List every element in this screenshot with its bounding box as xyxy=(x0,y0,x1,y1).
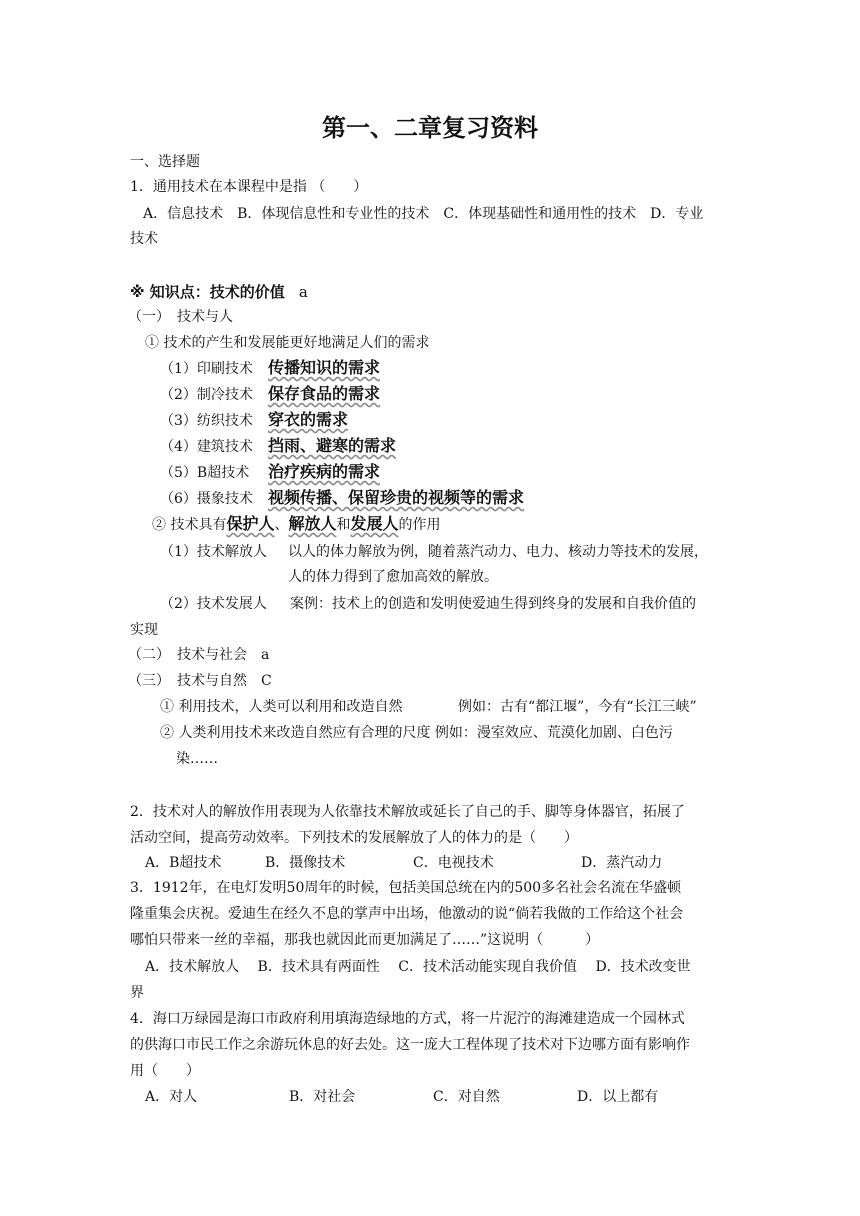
part-1-heading: （一） 技术与人 xyxy=(128,309,233,325)
need-item-label: （6）摄象技术 xyxy=(160,491,253,507)
question-4-stem-wrap: 的供海口市民工作之余游玩休息的好去处。这一庞大工程体现了技术对下边哪方面有影响作 xyxy=(130,1037,690,1053)
nature-point-2-wrap: 染…… xyxy=(176,751,218,767)
need-item-value: 传播知识的需求 xyxy=(268,358,381,377)
option-d: D．以上都有 xyxy=(577,1089,659,1105)
need-item xyxy=(160,410,348,431)
develop-item xyxy=(160,594,696,614)
part-3-heading: （三） 技术与自然 C xyxy=(128,673,272,689)
nature-point-2: ② 人类利用技术来改造自然应有合理的尺度 例如：漫室效应、荒漠化加剧、白色污 xyxy=(160,725,673,741)
question-1-options-wrap: 技术 xyxy=(130,231,158,247)
need-item xyxy=(160,358,380,379)
question-2-stem: 2．技术对人的解放作用表现为人依靠技术解放或延长了自己的手、脚等身体器官，拓展了 xyxy=(130,804,685,820)
nature-point-1 xyxy=(160,697,697,717)
develop-text: 案例：技术上的创造和发明使爱迪生得到终身的发展和自我价值的 xyxy=(290,596,696,612)
nature-point-1-example: 例如：古有“都江堰”，今有“长江三峡” xyxy=(458,699,697,715)
question-3-stem-wrap: 哪怕只带来一丝的幸福，那我也就因此而更加满足了……”这说明（ ） xyxy=(130,932,600,948)
liberate-text-wrap: 人的体力得到了愈加高效的解放。 xyxy=(288,569,498,585)
point-2-separator: 、 xyxy=(274,517,289,533)
question-1-options: A．信息技术 B．体现信息性和专业性的技术 C．体现基础性和通用性的技术 D．专业 xyxy=(143,206,704,222)
need-item xyxy=(160,384,380,405)
option-a: A．B超技术 xyxy=(145,855,222,871)
need-item-label: （3）纺织技术 xyxy=(160,413,253,429)
knowledge-heading xyxy=(130,282,308,303)
keyword-protect: 保护人 xyxy=(226,514,275,533)
nature-point-1-text: ① 利用技术，人类可以利用和改造自然 xyxy=(160,699,403,715)
need-item-value: 视频传播、保留珍贵的视频等的需求 xyxy=(268,488,525,507)
need-item xyxy=(160,488,524,509)
need-item-value: 穿衣的需求 xyxy=(268,410,349,429)
point-2-separator: 和 xyxy=(336,517,351,533)
question-4-stem-wrap: 用（ ） xyxy=(130,1063,200,1079)
option-c: C．对自然 xyxy=(433,1089,500,1105)
question-3-options: A．技术解放人 B．技术具有两面性 C．技术活动能实现自我价值 D．技术改变世 xyxy=(145,959,691,975)
question-3-stem-wrap: 隆重集会庆祝。爱迪生在经久不息的掌声中出场，他激动的说“倘若我做的工作给这个社会 xyxy=(130,906,684,922)
need-item xyxy=(160,462,380,483)
option-b: B．对社会 xyxy=(289,1089,356,1105)
part-2-heading: （二） 技术与社会 a xyxy=(128,647,270,663)
liberate-label: （1）技术解放人 xyxy=(160,544,267,560)
page-title: 第一、二章复习资料 xyxy=(322,114,538,142)
option-b: B．摄像技术 xyxy=(265,855,346,871)
question-1-stem: 1．通用技术在本课程中是指 （ ） xyxy=(130,179,368,195)
need-item-value: 保存食品的需求 xyxy=(268,384,381,403)
question-4-stem: 4．海口万绿园是海口市政府利用填海造绿地的方式，将一片泥泞的海滩建造成一个园林式 xyxy=(130,1011,685,1027)
need-item-label: （1）印刷技术 xyxy=(160,361,253,377)
option-a: A．对人 xyxy=(145,1089,198,1105)
need-item xyxy=(160,436,396,457)
point-1: ① 技术的产生和发展能更好地满足人们的需求 xyxy=(145,335,430,351)
section-heading: 一、选择题 xyxy=(130,154,200,170)
point-2 xyxy=(152,514,441,535)
option-d: D．蒸汽动力 xyxy=(581,855,663,871)
keyword-liberate: 解放人 xyxy=(288,514,337,533)
liberate-item xyxy=(160,542,708,562)
point-2-suffix: 的作用 xyxy=(398,517,441,533)
develop-text-wrap: 实现 xyxy=(130,622,158,638)
need-item-label: （2）制冷技术 xyxy=(160,387,253,403)
question-2-stem-wrap: 活动空间，提高劳动效率。下列技术的发展解放了人的体力的是（ ） xyxy=(130,830,578,846)
need-item-value: 治疗疾病的需求 xyxy=(268,462,381,481)
option-c: C．电视技术 xyxy=(413,855,494,871)
need-item-label: （4）建筑技术 xyxy=(160,439,253,455)
knowledge-heading-text: ※ 知识点：技术的价值 xyxy=(130,283,285,301)
knowledge-level: a xyxy=(298,283,308,301)
point-2-prefix: ② 技术具有 xyxy=(152,517,227,533)
need-item-label: （5）B超技术 xyxy=(160,465,250,481)
question-3-options-wrap: 界 xyxy=(130,985,144,1001)
develop-label: （2）技术发展人 xyxy=(160,596,267,612)
keyword-develop: 发展人 xyxy=(350,514,399,533)
need-item-value: 挡雨、避寒的需求 xyxy=(268,436,397,455)
question-4-options xyxy=(145,1087,658,1107)
question-2-options xyxy=(145,853,662,873)
liberate-text: 以人的体力解放为例，随着蒸汽动力、电力、核动力等技术的发展， xyxy=(288,544,708,560)
question-3-stem: 3．1912年，在电灯发明50周年的时候，包括美国总统在内的500多名社会名流在华盛顿 xyxy=(130,880,682,896)
